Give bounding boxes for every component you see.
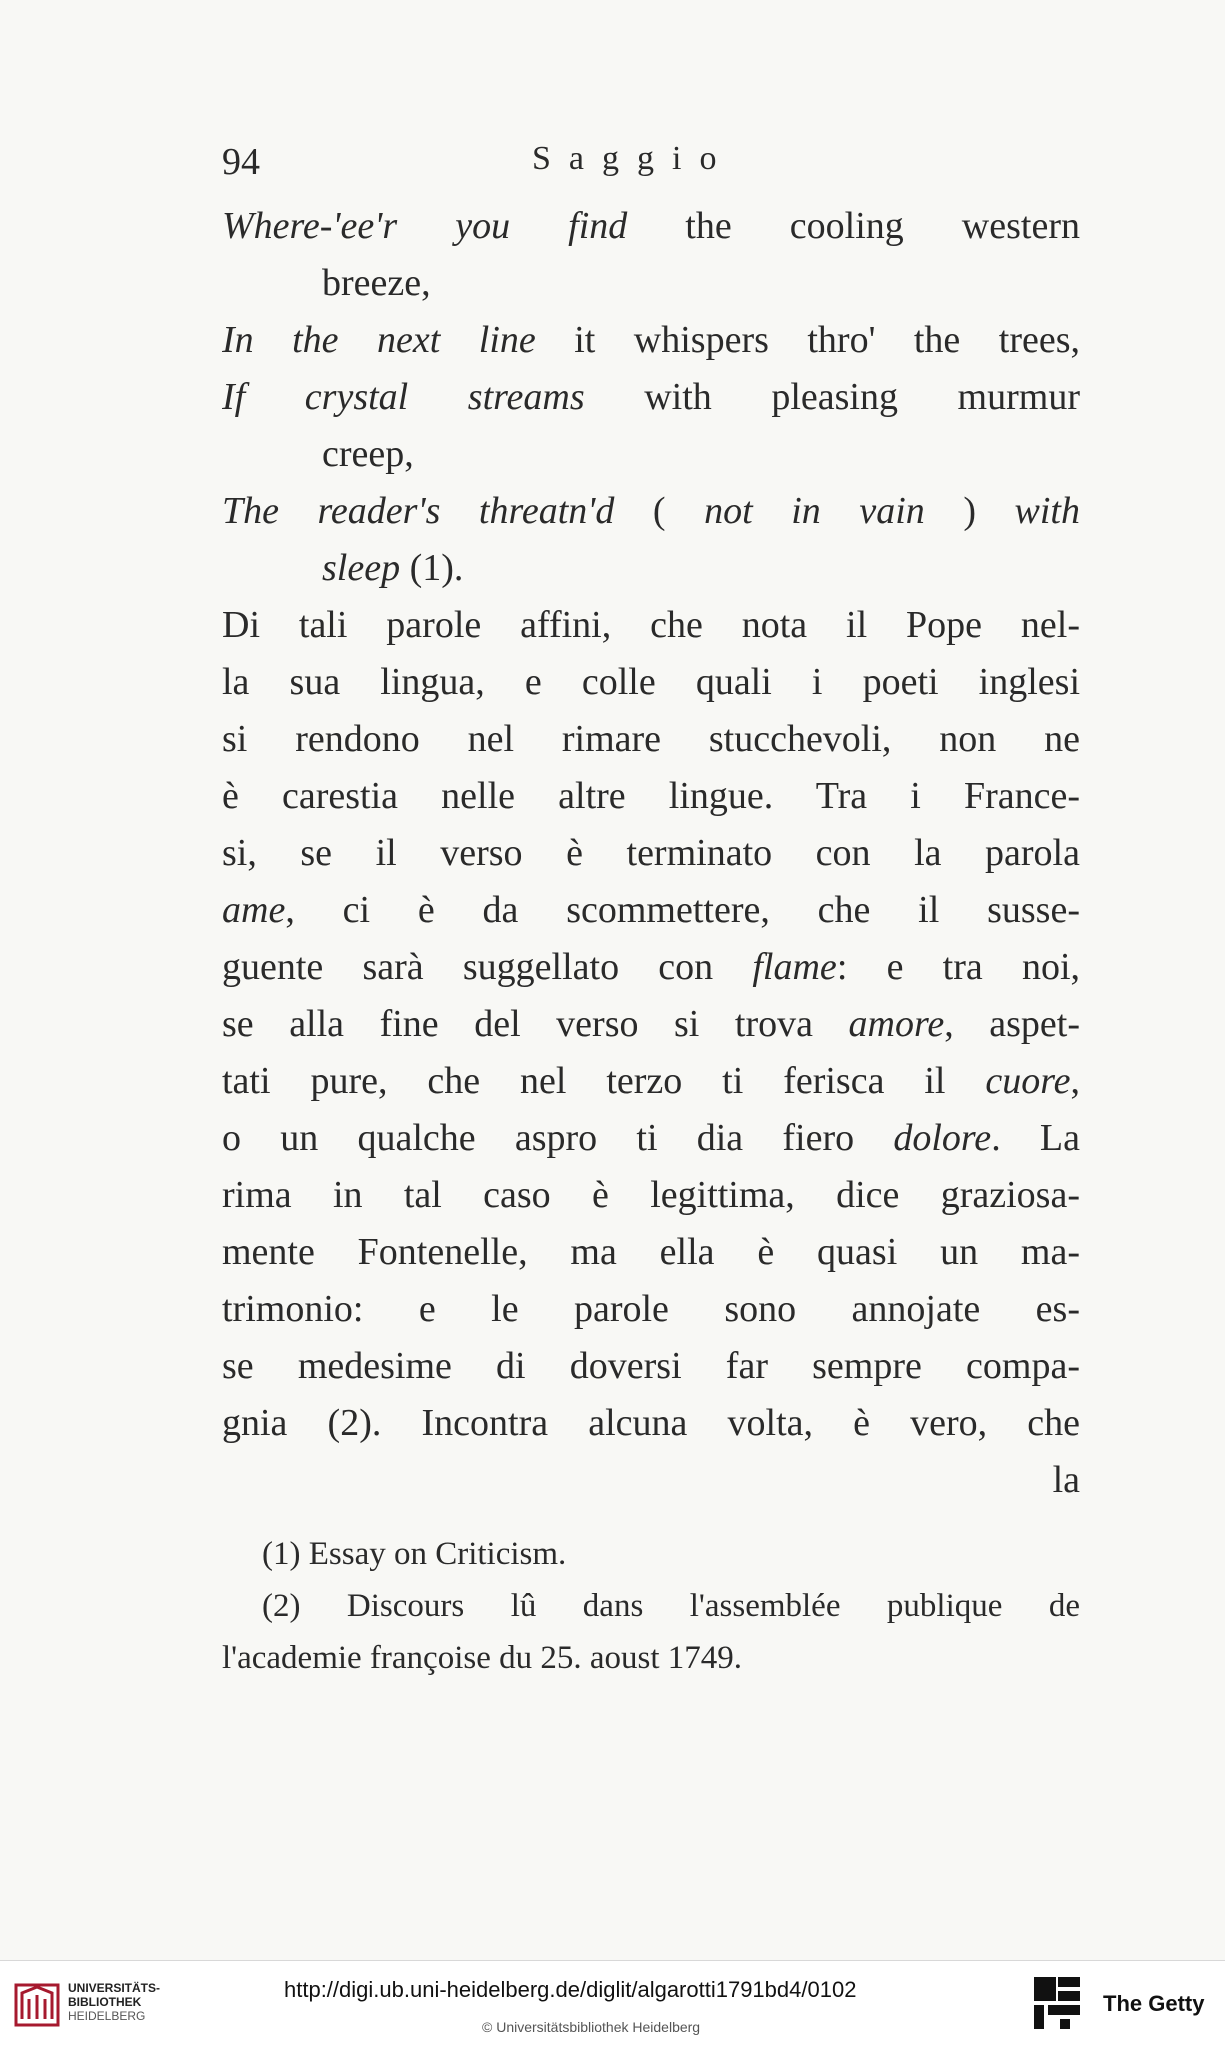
library-name-line-1: UNIVERSITÄTS- (68, 1981, 161, 1995)
prose-line-5: si, se il verso è terminato con la parola (222, 832, 1080, 874)
prose-line-4: è carestia nelle altre lingue. Tra i France- (222, 775, 1080, 817)
library-name (68, 1981, 160, 2023)
verse-line-6: The reader's threatn'd ( not in vain ) with (222, 490, 1080, 532)
prose-line-7: guente sarà suggellato con flame: e tra noi, (222, 946, 1080, 988)
catchword: la (1052, 1459, 1080, 1501)
getty-logo-icon (1032, 1975, 1082, 2031)
footnotes (222, 1528, 1080, 1684)
verse-line-2: breeze, (322, 262, 431, 304)
verse-line-3: In the next line it whispers thro' the trees, (222, 319, 1080, 361)
partner-name: The Getty (1103, 1991, 1205, 2016)
library-name-line-3: HEIDELBERG (68, 2009, 146, 2023)
prose-line-9: tati pure, che nel terzo ti ferisca il cuore, (222, 1060, 1080, 1102)
prose-line-12: mente Fontenelle, ma ella è quasi un ma- (222, 1231, 1080, 1273)
verse-line-5: creep, (322, 433, 414, 475)
permalink-url[interactable]: http://digi.ub.uni-heidelberg.de/diglit/algarotti1791bd4/0102 (284, 1977, 857, 2002)
verse-line-4: If crystal streams with pleasing murmur (222, 376, 1080, 418)
prose-line-1: Di tali parole affini, che nota il Pope nel- (222, 604, 1080, 646)
running-title: Saggio (532, 140, 735, 177)
page-header (222, 140, 1082, 190)
prose-line-8: se alla fine del verso si trova amore, aspet- (222, 1003, 1080, 1045)
footnote-1: (1) Essay on Criticism. (262, 1536, 567, 1572)
prose-line-6: ame, ci è da scommettere, che il susse- (222, 889, 1080, 931)
footnote-2-line-2: l'academie françoise du 25. aoust 1749. (222, 1640, 743, 1676)
verse-line-7: sleep (1). (322, 547, 464, 589)
page-number: 94 (222, 141, 260, 183)
verse-line-1: Where-'ee'r you find the cooling western (222, 205, 1080, 247)
prose-line-10: o un qualche aspro ti dia fiero dolore. La (222, 1117, 1080, 1159)
footnote-2-line-1: (2) Discours lû dans l'assemblée publique de (262, 1588, 1080, 1624)
body-text (222, 198, 1080, 1509)
viewer-footer (0, 1960, 1225, 2049)
prose-line-13: trimonio: e le parole sono annojate es- (222, 1288, 1080, 1330)
prose-line-3: si rendono nel rimare stucchevoli, non ne (222, 718, 1080, 760)
prose-line-15: gnia (2). Incontra alcuna volta, è vero, che (222, 1402, 1080, 1444)
prose-line-11: rima in tal caso è legittima, dice graziosa- (222, 1174, 1080, 1216)
prose-line-2: la sua lingua, e colle quali i poeti inglesi (222, 661, 1080, 703)
prose-line-14: se medesime di doversi far sempre compa- (222, 1345, 1080, 1387)
university-library-logo-icon (14, 1979, 60, 2029)
copyright-notice: © Universitätsbibliothek Heidelberg (482, 2019, 701, 2035)
library-name-line-2: BIBLIOTHEK (68, 1995, 142, 2009)
